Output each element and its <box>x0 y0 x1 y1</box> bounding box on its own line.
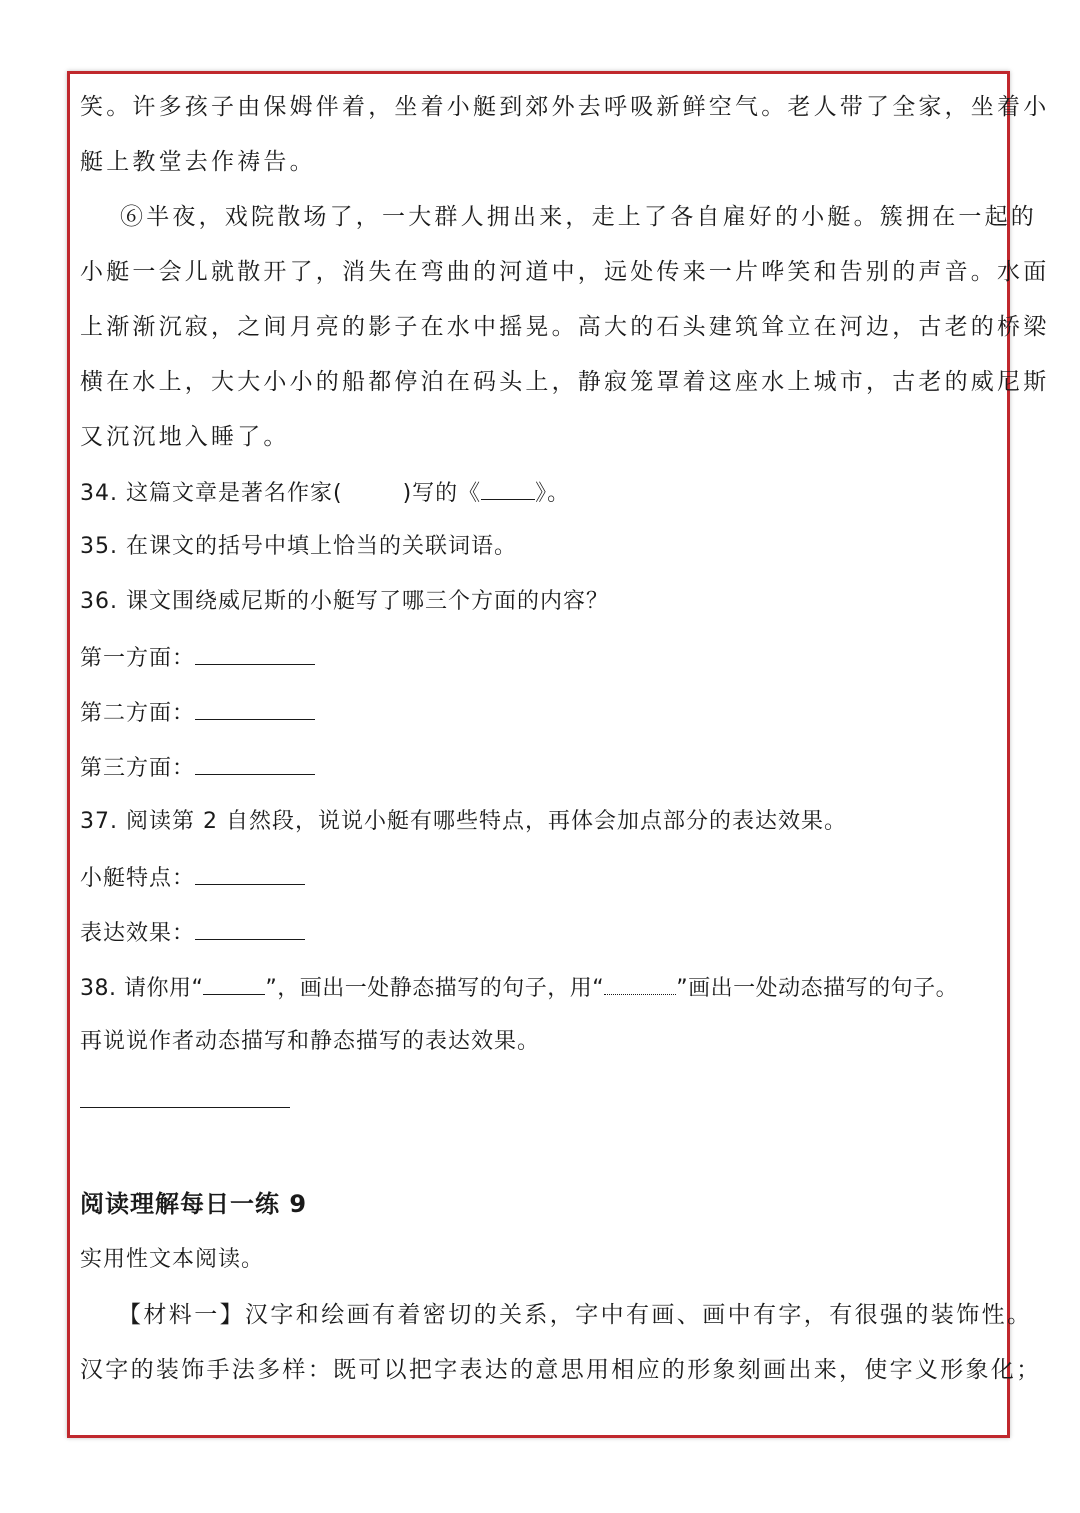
question-34-part-a: 34. 这篇文章是著名作家( <box>80 481 343 506</box>
passage-line: 小艇一会儿就散开了，消失在弯曲的河道中，远处传来一片哗笑和告别的声音。水面 <box>80 259 1050 285</box>
question-38-part-c: ”画出一处动态描写的句子。 <box>676 976 959 1001</box>
answer-line[interactable] <box>80 1107 290 1108</box>
passage-line: 笑。许多孩子由保姆伴着，坐着小艇到郊外去呼吸新鲜空气。老人带了全家，坐着小 <box>80 94 1050 120</box>
straight-line-mark <box>203 972 265 995</box>
question-38-part-b: ”，画出一处静态描写的句子，用“ <box>265 976 605 1001</box>
question-38-continued: 再说说作者动态描写和静态描写的表达效果。 <box>80 1029 541 1054</box>
question-34-part-c: 》。 <box>535 481 571 506</box>
aspect-2-label: 第二方面： <box>80 701 196 726</box>
passage-line: ⑥半夜，戏院散场了，一大群人拥出来，走上了各自雇好的小艇。簇拥在一起的 <box>120 204 1037 230</box>
question-36: 36. 课文围绕威尼斯的小艇写了哪三个方面的内容？ <box>80 589 609 614</box>
material-1-line: 【材料一】汉字和绘画有着密切的关系，字中有画、画中有字，有很强的装饰性。 <box>118 1302 1033 1328</box>
question-34-part-b: )写的《 <box>402 481 482 506</box>
passage-line: 艇上教堂去作祷告。 <box>80 149 316 175</box>
aspect-3-row <box>80 752 315 784</box>
aspect-1-label: 第一方面： <box>80 646 196 671</box>
effect-blank[interactable] <box>195 917 305 940</box>
passage-line: 上渐渐沉寂，之间月亮的影子在水中摇晃。高大的石头建筑耸立在河边，古老的桥梁 <box>80 314 1050 340</box>
effect-label: 表达效果： <box>80 921 196 946</box>
effect-row <box>80 917 305 949</box>
section-title: 阅读理解每日一练 9 <box>80 1190 308 1218</box>
wavy-line-mark <box>604 972 676 995</box>
aspect-1-blank[interactable] <box>195 642 315 665</box>
passage-line: 又沉沉地入睡了。 <box>80 424 290 450</box>
section-subtitle: 实用性文本阅读。 <box>80 1247 265 1272</box>
book-title-blank[interactable] <box>481 477 535 500</box>
feature-row <box>80 862 305 894</box>
aspect-1-row <box>80 642 315 674</box>
feature-label: 小艇特点： <box>80 866 196 891</box>
passage-line: 横在水上，大大小小的船都停泊在码头上，静寂笼罩着这座水上城市，古老的威尼斯 <box>80 369 1050 395</box>
feature-blank[interactable] <box>195 862 305 885</box>
question-38-part-a: 38. 请你用“ <box>80 976 204 1001</box>
material-1-line: 汉字的装饰手法多样：既可以把字表达的意思用相应的形象刻画出来，使字义形象化； <box>80 1357 1042 1383</box>
question-38 <box>80 972 958 1004</box>
question-35: 35. 在课文的括号中填上恰当的关联词语。 <box>80 534 517 559</box>
aspect-3-label: 第三方面： <box>80 756 196 781</box>
aspect-2-row <box>80 697 315 729</box>
aspect-2-blank[interactable] <box>195 697 315 720</box>
aspect-3-blank[interactable] <box>195 752 315 775</box>
question-34 <box>80 477 570 509</box>
question-37: 37. 阅读第 2 自然段，说说小艇有哪些特点，再体会加点部分的表达效果。 <box>80 809 847 834</box>
